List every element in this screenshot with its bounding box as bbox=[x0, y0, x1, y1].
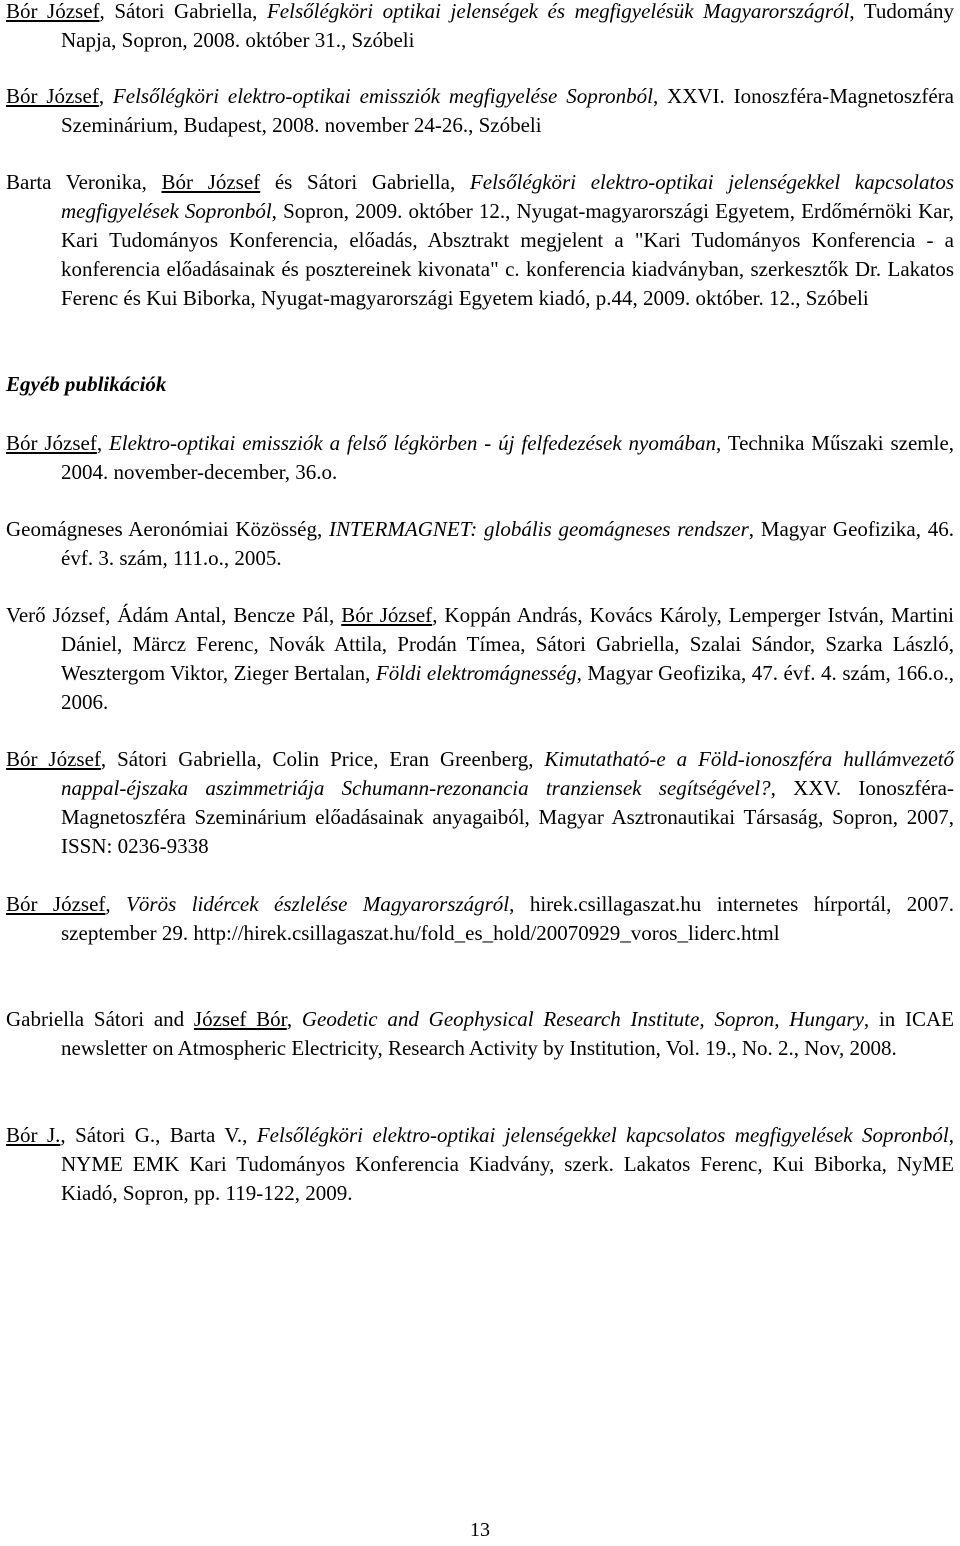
page-number: 13 bbox=[470, 1519, 490, 1541]
entry-text: , XXVI. Ionoszféra-Magnetoszféra Szeminárium, Budapest, 2008. november 24-26., Szóbeli bbox=[61, 84, 954, 137]
entry-text: és Sátori Gabriella, bbox=[260, 170, 470, 194]
entry-text: Geomágneses Aeronómiai Közösség, bbox=[6, 517, 330, 541]
author-name: József Bór bbox=[193, 1007, 287, 1031]
publication-entry bbox=[6, 745, 954, 861]
publication-title: Földi elektromágnesség bbox=[375, 661, 577, 685]
author-name: Bór József bbox=[6, 431, 97, 455]
entry-text: , hirek.csillagaszat.hu internetes hírportál, 2007. szeptember 29. http://hirek.csillagaszat.hu/fold_es_hold/20070929_voros_liderc.html bbox=[61, 892, 955, 945]
publication-title: Vörös lidércek észlelése Magyarországról bbox=[126, 892, 510, 916]
author-name: Bór József bbox=[6, 0, 100, 23]
entry-text: , bbox=[96, 431, 109, 455]
publication-entry bbox=[6, 1005, 954, 1063]
publication-entry bbox=[6, 515, 954, 573]
publication-entry bbox=[6, 0, 954, 55]
entry-text: , NYME EMK Kari Tudományos Konferencia Kiadvány, szerk. Lakatos Ferenc, Kui Biborka, NyME Kiadó, Sopron, pp. 119-122, 2009. bbox=[61, 1123, 954, 1205]
author-name: Bór József bbox=[161, 170, 261, 194]
author-name: Bór József bbox=[341, 603, 433, 627]
entry-text: Barta Veronika, bbox=[6, 170, 162, 194]
entry-text: , Magyar Geofizika, 46. évf. 3. szám, 111.o., 2005. bbox=[61, 517, 954, 570]
entry-text: , bbox=[98, 84, 113, 108]
publication-title: Felsőlégköri elektro-optikai jelenségekkel kapcsolatos megfigyelések Sopronból bbox=[61, 170, 955, 223]
entry-text: , in ICAE newsletter on Atmospheric Electricity, Research Activity by Institution, Vol. 19., No. 2., Nov, 2008. bbox=[61, 1007, 955, 1060]
entry-text: , Sátori Gabriella, bbox=[99, 0, 267, 23]
entry-text: , Sátori Gabriella, Colin Price, Eran Greenberg, bbox=[100, 747, 545, 771]
entry-text: , Tudomány Napja, Sopron, 2008. október 31., Szóbeli bbox=[61, 0, 954, 52]
entry-text: , Technika Műszaki szemle, 2004. november-december, 36.o. bbox=[61, 431, 955, 484]
entry-text: , Magyar Geofizika, 47. évf. 4. szám, 166.o., 2006. bbox=[61, 661, 954, 714]
entry-text: , XXV. Ionoszféra-Magnetoszféra Szeminárium előadásainak anyagaiból, Magyar Asztronautikai Társaság, Sopron, 2007, ISSN: 0236-9338 bbox=[61, 776, 954, 858]
publication-entry bbox=[6, 429, 954, 487]
publication-entry bbox=[6, 890, 954, 948]
author-name: Bór József bbox=[6, 84, 99, 108]
author-name: Bór J. bbox=[6, 1123, 61, 1147]
publication-title: Geodetic and Geophysical Research Institute, Sopron, Hungary bbox=[301, 1007, 864, 1031]
author-name: Bór József bbox=[6, 747, 101, 771]
entry-text: , Sopron, 2009. október 12., Nyugat-magyarországi Egyetem, Erdőmérnöki Kar, Kari Tudományos Konferencia, előadás, Absztrakt megjelent a "Kari Tudományos Konferencia - a konferencia előadásainak és posztereinek kivonata" c. konferencia kiadványban, szerkesztők Dr. Lakatos Ferenc és Kui Biborka, Nyugat-magyarországi Egyetem kiadó, p.44, 2009. október. 12., Szóbeli bbox=[61, 199, 954, 310]
publication-entry bbox=[6, 601, 954, 717]
entry-text: Verő József, Ádám Antal, Bencze Pál, bbox=[6, 603, 342, 627]
entry-text: , bbox=[105, 892, 127, 916]
publication-entry bbox=[6, 1121, 954, 1208]
author-name: Bór József bbox=[6, 892, 106, 916]
publication-entry bbox=[6, 82, 954, 140]
publication-title: Felsőlégköri elektro-optikai emissziók megfigyelése Sopronból bbox=[112, 84, 653, 108]
publication-title: Kimutatható-e a Föld-ionoszféra hullámvezető nappal-éjszaka aszimmetriája Schumann-rezonancia tranziensek segítségével? bbox=[61, 747, 954, 800]
publication-entry bbox=[6, 168, 954, 313]
entry-text: , bbox=[286, 1007, 302, 1031]
publication-title: Felsőlégköri optikai jelenségek és megfigyelésük Magyarországról bbox=[266, 0, 850, 23]
entry-text: , Koppán András, Kovács Károly, Lemperger István, Martini Dániel, Märcz Ferenc, Novák Attila, Prodán Tímea, Sátori Gabriella, Szalai Sándor, Szarka László, Wesztergom Viktor, Zieger Bertalan, bbox=[61, 603, 955, 685]
section-heading: Egyéb publikációk bbox=[6, 372, 167, 396]
publication-title: Felsőlégköri elektro-optikai jelenségekkel kapcsolatos megfigyelések Sopronból bbox=[256, 1123, 949, 1147]
publication-title: INTERMAGNET: globális geomágneses rendszer bbox=[329, 517, 749, 541]
entry-text: , Sátori G., Barta V., bbox=[60, 1123, 257, 1147]
entry-text: Gabriella Sátori and bbox=[6, 1007, 194, 1031]
publication-title: Elektro-optikai emissziók a felső légkörben - új felfedezések nyomában bbox=[108, 431, 716, 455]
